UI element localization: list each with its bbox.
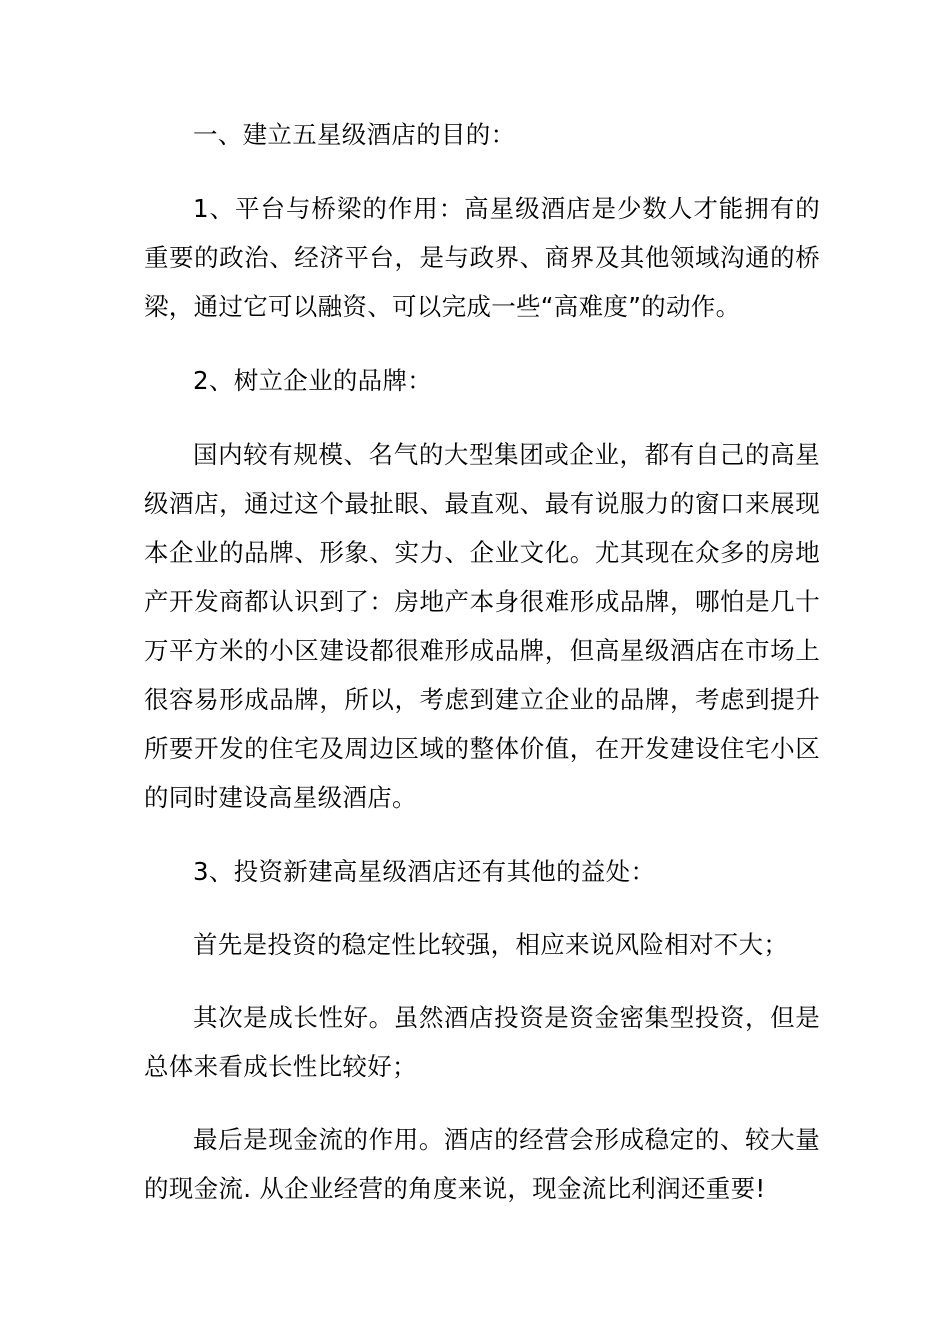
subheading-brand: 2、树立企业的品牌： xyxy=(193,366,433,395)
section-heading-purpose: 一、建立五星级酒店的目的： xyxy=(193,120,516,149)
paragraph-cash-flow: 最后是现金流的作用。酒店的经营会形成稳定的、较大量的现金流. 从企业经营的角度来说，现金流比利润还重要! xyxy=(144,1125,820,1203)
paragraph-platform-bridge: 1、平台与桥梁的作用：高星级酒店是少数人才能拥有的重要的政治、经济平台，是与政界、商界及其他领域沟通的桥梁，通过它可以融资、可以完成一些“高难度”的动作。 xyxy=(144,194,820,321)
paragraph-brand-detail: 国内较有规模、名气的大型集团或企业，都有自己的高星级酒店，通过这个最扯眼、最直观、最有说服力的窗口来展现本企业的品牌、形象、实力、企业文化。尤其现在众多的房地产开发商都认识到了：房地产本身很难形成品牌，哪怕是几十万平方米的小区建设都很难形成品牌，但高星级酒店在市场上很容易形成品牌，所以，考虑到建立企业的品牌，考虑到提升所要开发的住宅及周边区域的整体价值，在开发建设住宅小区的同时建设高星级酒店。 xyxy=(144,440,820,812)
paragraph-growth: 其次是成长性好。虽然酒店投资是资金密集型投资，但是总体来看成长性比较好； xyxy=(144,1003,820,1081)
subheading-other-benefits: 3、投资新建高星级酒店还有其他的益处： xyxy=(193,857,656,886)
paragraph-stability: 首先是投资的稳定性比较强，相应来说风险相对不大； xyxy=(193,930,789,959)
